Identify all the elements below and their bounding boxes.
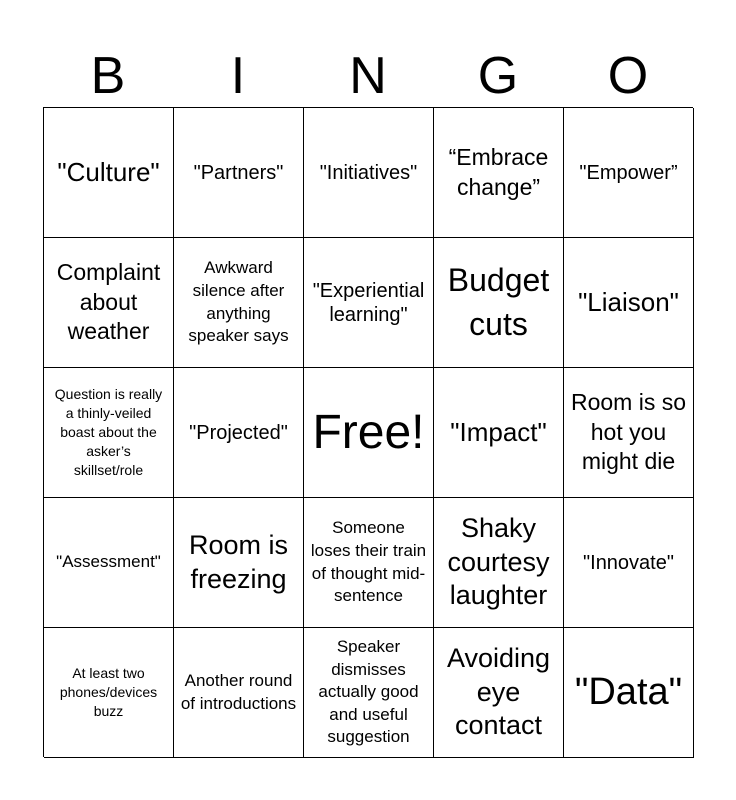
bingo-cell-text: "Initiatives": [319, 161, 418, 184]
bingo-cell[interactable]: [304, 108, 434, 238]
bingo-cell-text: “Embrace change”: [448, 143, 549, 200]
bingo-cell-text: Complaint about weather: [56, 258, 161, 345]
bingo-cell-text: "Liaison": [578, 286, 679, 317]
bingo-cell[interactable]: [174, 368, 304, 498]
bingo-cell-text: At least two phones/devices buzz: [59, 665, 158, 719]
bingo-cell[interactable]: [564, 238, 694, 368]
bingo-cell[interactable]: [434, 108, 564, 238]
free-space-text: Free!: [312, 405, 425, 459]
bingo-cell[interactable]: [44, 368, 174, 498]
bingo-cell[interactable]: [434, 238, 564, 368]
bingo-cell[interactable]: [434, 628, 564, 758]
bingo-cell[interactable]: [44, 628, 174, 758]
bingo-cell-text: "Data": [574, 670, 683, 713]
bingo-cell-text: Question is really a thinly-veiled boast about the asker’s skillset/role: [54, 386, 163, 478]
bingo-cell-text: "Impact": [450, 416, 547, 447]
bingo-cell-text: "Innovate": [583, 551, 674, 574]
bingo-cell-text: "Assessment": [56, 552, 161, 572]
bingo-cell-text: "Empower”: [579, 161, 678, 184]
bingo-cell-text: Awkward silence after anything speaker says: [188, 258, 289, 346]
bingo-cell-text: Budget cuts: [447, 262, 550, 342]
header-letter-i: I: [230, 47, 246, 105]
bingo-cell-text: Someone loses their train of thought mid-sentence: [310, 518, 427, 606]
bingo-cell[interactable]: [174, 238, 304, 368]
bingo-cell[interactable]: [44, 238, 174, 368]
bingo-cell[interactable]: [564, 108, 694, 238]
bingo-cell[interactable]: [44, 498, 174, 628]
bingo-cell-text: Room is freezing: [188, 529, 289, 594]
bingo-cell[interactable]: [564, 628, 694, 758]
bingo-cell[interactable]: [564, 498, 694, 628]
header-letter-n: N: [349, 47, 387, 105]
header-letter-o: O: [607, 47, 649, 105]
bingo-cell[interactable]: [174, 628, 304, 758]
bingo-cell[interactable]: [304, 238, 434, 368]
bingo-cell-text: "Partners": [193, 161, 284, 184]
bingo-cell-text: Avoiding eye contact: [446, 642, 551, 741]
bingo-cell-text: Another round of introductions: [180, 670, 297, 713]
bingo-cell-text: "Experiential learning": [312, 279, 425, 326]
bingo-cell-text: Speaker dismisses actually good and useful suggestion: [318, 636, 419, 747]
bingo-cell[interactable]: [174, 108, 304, 238]
header-letter-g: G: [477, 47, 519, 105]
bingo-cell[interactable]: [304, 628, 434, 758]
bingo-header: [43, 48, 693, 104]
bingo-cell[interactable]: [304, 498, 434, 628]
bingo-cell[interactable]: [174, 498, 304, 628]
bingo-cell-text: "Culture": [57, 156, 160, 187]
bingo-cell[interactable]: [434, 368, 564, 498]
bingo-card-grid: [43, 107, 693, 757]
bingo-cell-text: Shaky courtesy laughter: [447, 512, 550, 611]
bingo-cell-text: Room is so hot you might die: [570, 388, 687, 475]
bingo-cell-text: "Projected": [189, 421, 288, 444]
free-space-cell[interactable]: [304, 368, 434, 498]
header-letter-b: B: [90, 47, 126, 105]
bingo-cell[interactable]: [44, 108, 174, 238]
bingo-cell[interactable]: [434, 498, 564, 628]
bingo-cell[interactable]: [564, 368, 694, 498]
